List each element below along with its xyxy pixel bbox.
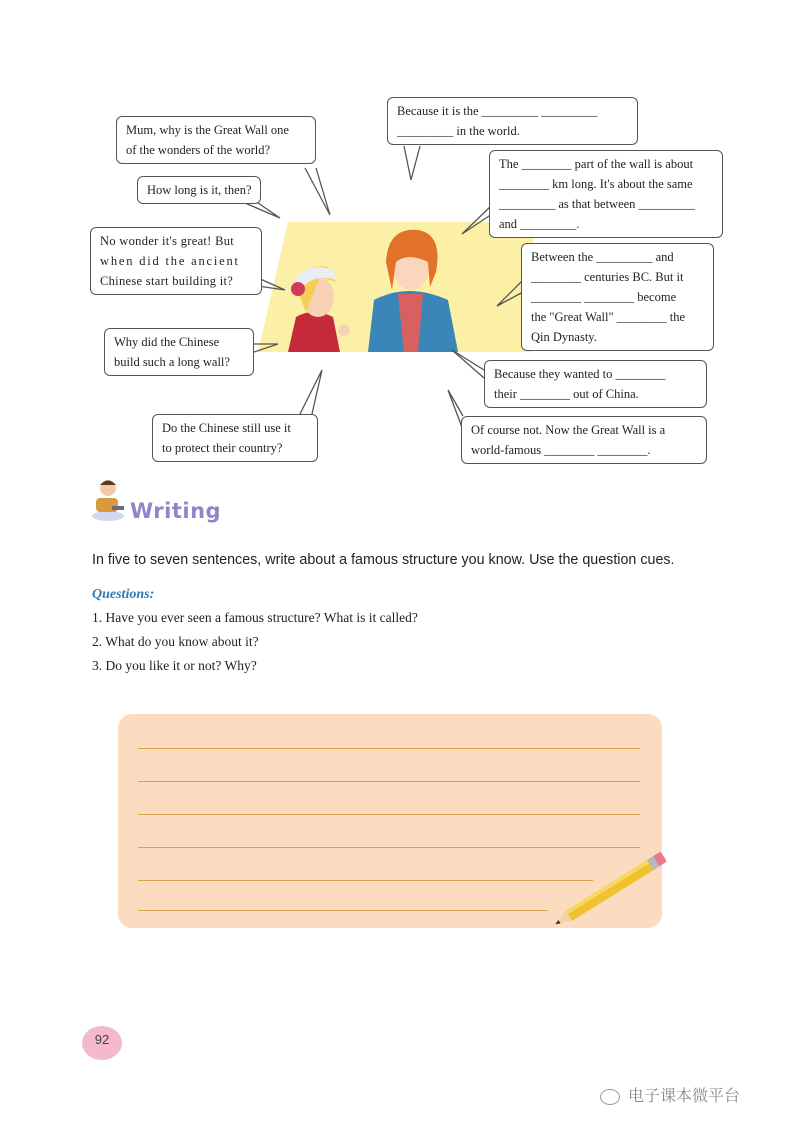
watermark-text: 电子课本微平台 (600, 1083, 740, 1106)
mother-daughter-illustration (258, 222, 533, 352)
question-bubble-when-built: No wonder it's great! But when did the ancient Chinese start building it? (90, 227, 262, 295)
question-bubble-wonder: Mum, why is the Great Wall one of the wonders of the world? (116, 116, 316, 164)
writing-line (138, 880, 593, 881)
writing-line (138, 847, 640, 848)
answer-bubble-of-course-not: Of course not. Now the Great Wall is a world-famous ________ ________. (461, 416, 707, 464)
question-bubble-why-built: Why did the Chinese build such a long wall? (104, 328, 254, 376)
question-bubble-still-use: Do the Chinese still use it to protect their country? (152, 414, 318, 462)
writing-section-title: Writing (130, 499, 222, 523)
writing-line (138, 748, 640, 749)
pencil-icon (532, 852, 682, 932)
writing-line (138, 781, 640, 782)
writing-instruction: In five to seven sentences, write about a famous structure you know. Use the question cues. (92, 552, 675, 568)
questions-heading: Questions: (92, 587, 155, 602)
question-item: 2. What do you know about it? (92, 634, 259, 649)
question-bubble-length: How long is it, then? (137, 176, 261, 204)
question-item: 1. Have you ever seen a famous structure? What is it called? (92, 610, 418, 625)
answer-bubble-because: Because it is the _________ _________ _________ in the world. (387, 97, 638, 145)
answer-bubble-centuries: Between the _________ and ________ centuries BC. But it ________ ________ become the "Great Wall" ________ the Qin Dynasty. (521, 243, 714, 351)
wechat-icon (600, 1089, 620, 1105)
page-number-badge: 92 (82, 1026, 122, 1060)
question-item: 3. Do you like it or not? Why? (92, 658, 257, 673)
writing-student-icon (90, 476, 128, 522)
writing-line (138, 910, 548, 911)
answer-bubble-keep-out: Because they wanted to ________ their ________ out of China. (484, 360, 707, 408)
answer-bubble-length: The ________ part of the wall is about ________ km long. It's about the same _________ as that between _________ and _________. (489, 150, 723, 238)
writing-line (138, 814, 640, 815)
